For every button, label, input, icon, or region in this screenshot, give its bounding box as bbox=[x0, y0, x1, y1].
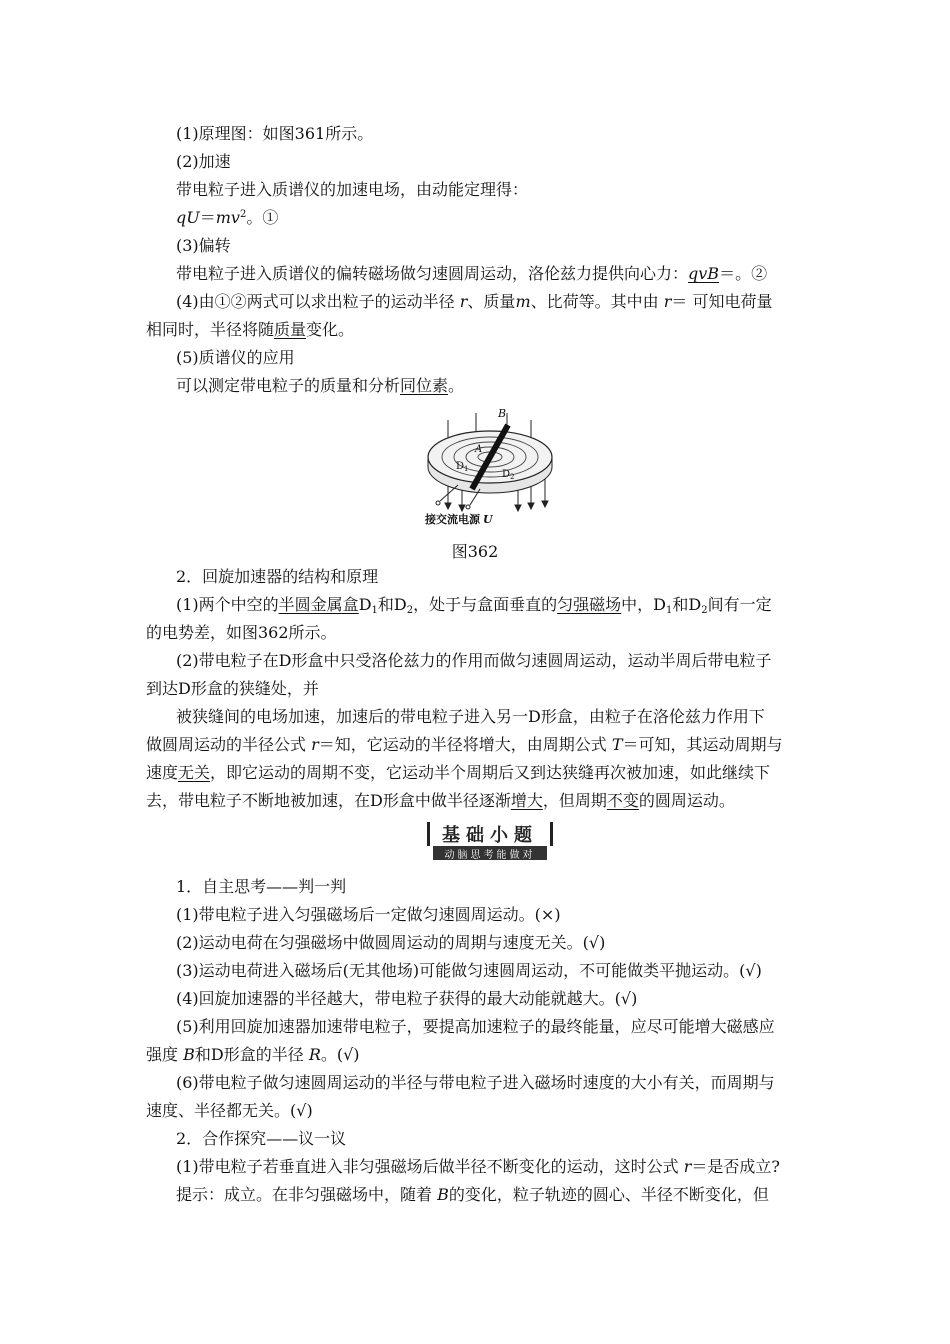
item-3: (3)偏转 bbox=[176, 236, 231, 255]
section-banner bbox=[427, 822, 553, 862]
banner-title: 基础小题 bbox=[427, 822, 553, 846]
q1-item-6-cont: 速度、半径都无关。(√) bbox=[146, 1101, 313, 1120]
s2-para-1-cont: 的电势差，如图362所示。 bbox=[146, 623, 337, 642]
label-ac-source: 接交流电源 U bbox=[425, 513, 493, 526]
q2-para-1: (1)带电粒子若垂直进入非匀强磁场后做半径不断变化的运动，这时公式 r＝是否成立? bbox=[176, 1157, 781, 1176]
s2-para-1: (1)两个中空的半圆金属盒$D_1$和$D_2$，处于与盒面垂直的匀强磁场中，$D_1$和$D_2$间有一定 bbox=[176, 595, 772, 616]
q1-item-1: (1)带电粒子进入匀强磁场后一定做匀速圆周运动。(×) bbox=[176, 905, 561, 924]
label-a: A bbox=[475, 444, 483, 455]
q1-title: 1．自主思考——判一判 bbox=[176, 877, 347, 896]
item-2: (2)加速 bbox=[176, 152, 231, 171]
s2-para-2-cont: 到达D形盒的狭缝处，并 bbox=[146, 679, 319, 698]
equation-1: $qU=mv^2$。① bbox=[176, 208, 279, 227]
q1-item-5-cont: 强度 B和D形盒的半径 R。(√) bbox=[146, 1045, 360, 1064]
item-5: (5)质谱仪的应用 bbox=[176, 348, 295, 367]
s2-para-3-line-2: 做圆周运动的半径公式 r＝知，它运动的半径将增大，由周期公式 T＝可知，其运动周期与 bbox=[146, 735, 783, 754]
item-1: (1)原理图：如图361所示。 bbox=[176, 124, 374, 143]
label-b: B bbox=[498, 407, 507, 420]
figure-caption: 图362 bbox=[451, 542, 499, 561]
label-d1: $D_1$ bbox=[456, 461, 469, 473]
s2-para-3-line-3: 速度无关，即它运动的周期不变，它运动半个周期后又到达狭缝再次被加速，如此继续下 bbox=[146, 763, 771, 782]
banner-subtitle: 动脑思考能做对 bbox=[433, 846, 547, 860]
s2-para-2: (2)带电粒子在D形盒中只受洛伦兹力的作用而做匀速圆周运动，运动半周后带电粒子 bbox=[176, 651, 772, 670]
s2-para-3: 被狭缝间的电场加速，加速后的带电粒子进入另一D形盒，由粒子在洛伦兹力作用下 bbox=[176, 707, 765, 726]
q2-hint: 提示：成立。在非匀强磁场中，随着 B的变化，粒子轨迹的圆心、半径不断变化，但 bbox=[176, 1185, 769, 1204]
cyclotron-figure bbox=[410, 405, 570, 530]
q1-item-6: (6)带电粒子做匀速圆周运动的半径与带电粒子进入磁场时速度的大小有关，而周期与 bbox=[176, 1073, 775, 1092]
item-4-cont: 相同时，半径将随质量变化。 bbox=[146, 320, 355, 339]
q1-item-2: (2)运动电荷在匀强磁场中做圆周运动的周期与速度无关。(√) bbox=[176, 933, 606, 952]
section-2-title: 2．回旋加速器的结构和原理 bbox=[176, 567, 379, 586]
q1-item-4: (4)回旋加速器的半径越大，带电粒子获得的最大动能就越大。(√) bbox=[176, 989, 638, 1008]
accel-text: 带电粒子进入质谱仪的加速电场，由动能定理得： bbox=[176, 180, 529, 199]
q2-title: 2．合作探究——议一议 bbox=[176, 1129, 347, 1148]
s2-para-3-line-4: 去，带电粒子不断地被加速，在D形盒中做半径逐渐增大，但周期不变的圆周运动。 bbox=[146, 791, 735, 810]
label-d2: $D_2$ bbox=[502, 469, 515, 481]
item-4: (4)由①②两式可以求出粒子的运动半径 r、质量m、比荷等。其中由 r＝ 可知电荷量 bbox=[176, 292, 773, 311]
deflect-text: 带电粒子进入质谱仪的偏转磁场做匀速圆周运动，洛伦兹力提供向心力：qvB＝。② bbox=[176, 264, 768, 283]
application-text: 可以测定带电粒子的质量和分析同位素。 bbox=[176, 376, 465, 395]
q1-item-3: (3)运动电荷进入磁场后(无其他场)可能做匀速圆周运动，不可能做类平抛运动。(√) bbox=[176, 961, 762, 980]
q1-item-5: (5)利用回旋加速器加速带电粒子，要提高加速粒子的最终能量，应尽可能增大磁感应 bbox=[176, 1017, 775, 1036]
